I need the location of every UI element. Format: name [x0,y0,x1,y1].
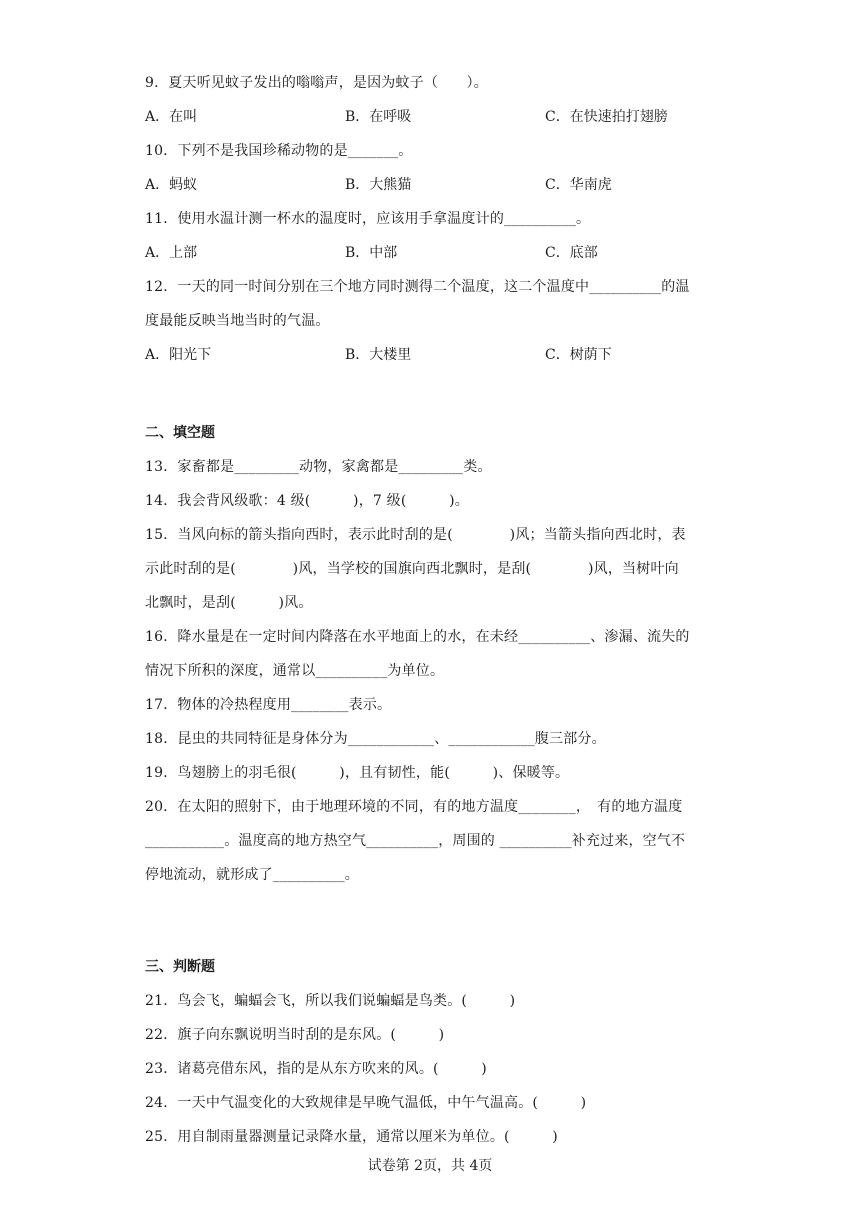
question-18: 18．昆虫的共同特征是身体分为____________、____________腹三部分。 [145,731,606,747]
question-12-stem-line-2: 度最能反映当地当时的气温。 [145,313,330,329]
question-9-option-b: B．在呼吸 [345,109,412,125]
page-footer: 试卷第 2页，共 4页 [367,1158,493,1174]
section-2-title: 二、填空题 [145,425,215,441]
section-3-title: 三、判断题 [145,959,215,975]
question-16-line-1: 16．降水量是在一定时间内降落在水平地面上的水，在未经__________、渗漏、流失的 [145,629,690,645]
question-16-line-2: 情况下所积的深度，通常以__________为单位。 [145,663,445,679]
question-23: 23．诸葛亮借东风，指的是从东方吹来的风。( ) [145,1061,487,1077]
question-10-option-c: C．华南虎 [545,177,612,193]
question-9-stem: 9．夏天听见蚊子发出的嗡嗡声，是因为蚊子（ ）。 [145,75,488,91]
question-11-option-b: B．中部 [345,245,398,261]
exam-page-content [145,66,720,1154]
question-15-line-2: 示此时刮的是( )风，当学校的国旗向西北飘时，是刮( )风，当树叶向 [145,561,679,577]
question-19: 19．鸟翅膀上的羽毛很( )，且有韧性，能( )、保暖等。 [145,765,570,781]
question-14: 14．我会背风级歌：4 级( )，7 级( )。 [145,493,469,509]
question-17: 17．物体的冷热程度用________表示。 [145,697,392,713]
question-11-options [145,236,720,270]
question-9-options [145,100,720,134]
question-12-option-c: C．树荫下 [545,347,612,363]
question-25: 25．用自制雨量器测量记录降水量，通常以厘米为单位。( ) [145,1129,558,1145]
question-11-stem: 11．使用水温计测一杯水的温度时，应该用手拿温度计的__________。 [145,211,591,227]
question-10-option-a: A．蚂蚁 [145,177,198,193]
question-12-options [145,338,720,372]
question-9-option-c: C．在快速拍打翅膀 [545,109,668,125]
question-20-line-3: 停地流动，就形成了__________。 [145,867,359,883]
question-21: 21．鸟会飞，蝙蝠会飞，所以我们说蝙蝠是鸟类。( ) [145,993,516,1009]
question-11-option-c: C．底部 [545,245,598,261]
question-15-line-3: 北飘时，是刮( )风。 [145,595,313,611]
question-22: 22．旗子向东飘说明当时刮的是东风。( ) [145,1027,445,1043]
question-12-stem-line-1: 12．一天的同一时间分别在三个地方同时测得二个温度，这二个温度中__________的温 [145,279,690,295]
question-15-line-1: 15．当风向标的箭头指向西时，表示此时刮的是( )风；当箭头指向西北时，表 [145,527,686,543]
question-10-stem: 10．下列不是我国珍稀动物的是_______。 [145,143,413,159]
question-10-options [145,168,720,202]
question-20-line-1: 20．在太阳的照射下，由于地理环境的不同，有的地方温度________， 有的地方温度 [145,799,683,815]
question-12-option-a: A．阳光下 [145,347,212,363]
question-12-option-b: B．大楼里 [345,347,412,363]
question-11-option-a: A．上部 [145,245,198,261]
question-20-line-2: ___________。温度高的地方热空气__________，周围的 __________补充过来，空气不 [145,833,686,849]
question-24: 24．一天中气温变化的大致规律是早晚气温低，中午气温高。( ) [145,1095,587,1111]
question-10-option-b: B．大熊猫 [345,177,412,193]
question-9-option-a: A．在叫 [145,109,198,125]
question-13: 13．家畜都是_________动物，家禽都是_________类。 [145,459,492,475]
